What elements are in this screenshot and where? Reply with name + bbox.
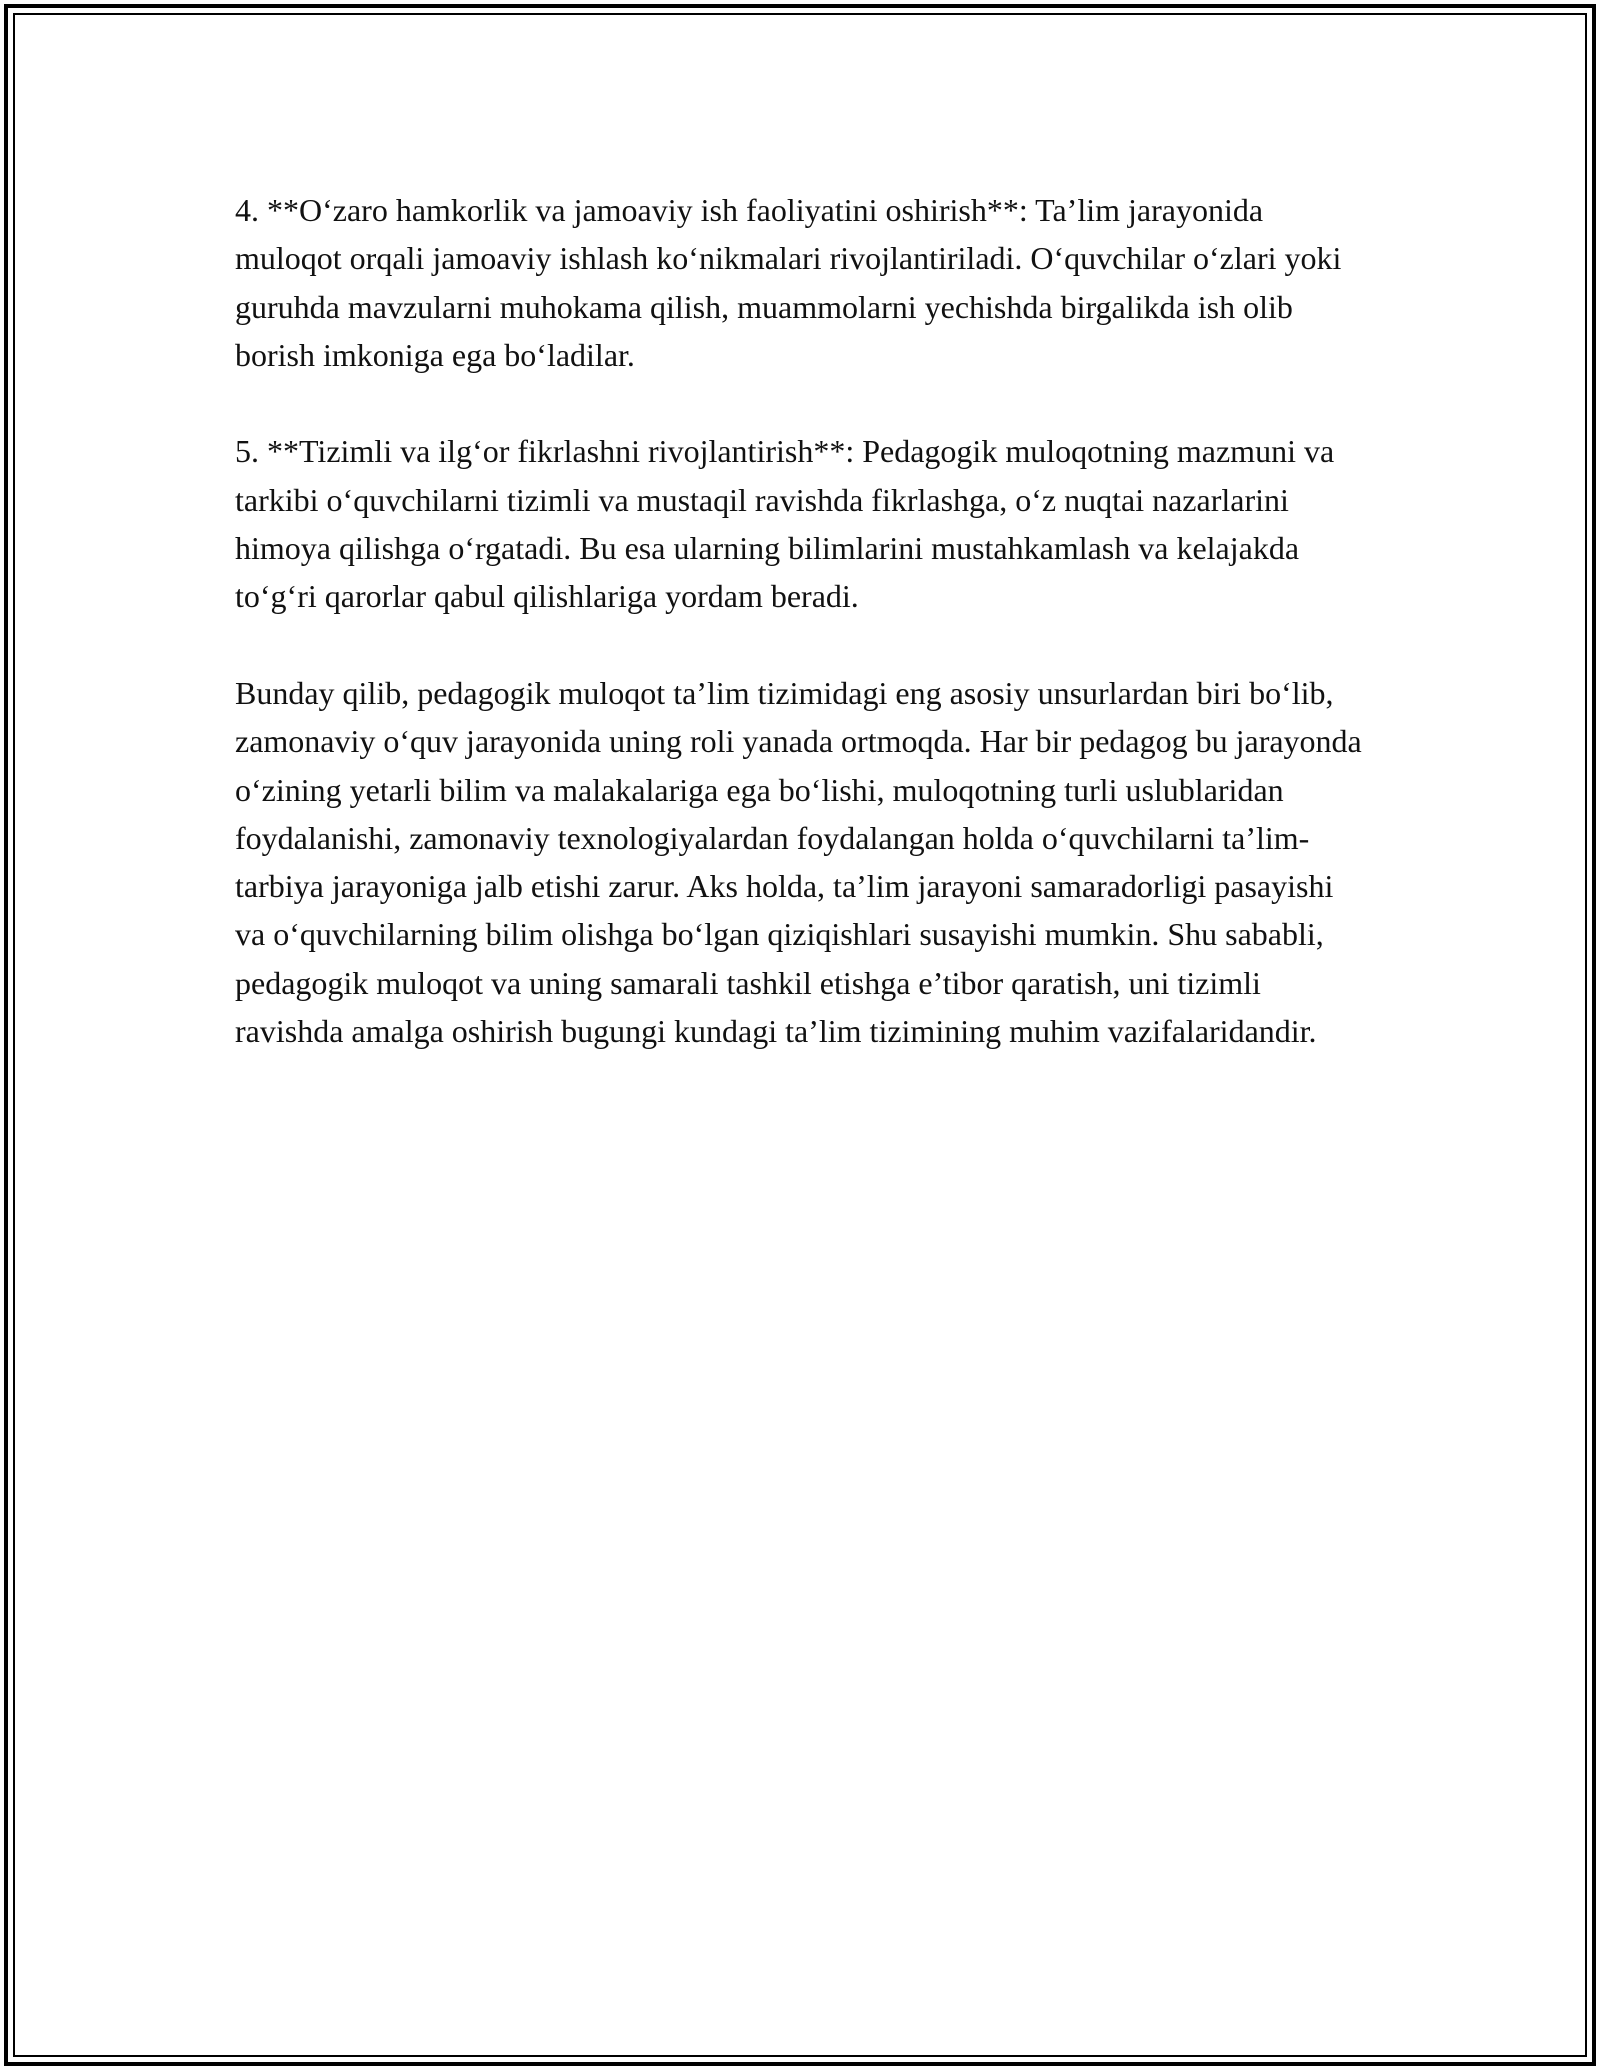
document-body xyxy=(235,186,1370,1104)
paragraph-point-5: 5. **Tizimli va ilg‘or fikrlashni rivojlantirish**: Pedagogik muloqotning mazmuni va tarkibi o‘quvchilarni tizimli va mustaqil ravishda fikrlashga, o‘z nuqtai nazarlarini himoya qilishga o‘rgatadi. Bu esa ularning bilimlarini mustahkamlash va kelajakda to‘g‘ri qarorlar qabul qilishlariga yordam beradi. xyxy=(235,433,1335,615)
paragraph-conclusion: Bunday qilib, pedagogik muloqot ta’lim tizimidagi eng asosiy unsurlardan biri bo‘lib, zamonaviy o‘quv jarayonida uning roli yanada ortmoqda. Har bir pedagog bu jarayonda o‘zining yetarli bilim va malakalariga ega bo‘lishi, muloqotning turli uslublaridan foydalanishi, zamonaviy texnologiyalardan foydalangan holda o‘quvchilarni ta’lim-tarbiya jarayoniga jalb etishi zarur. Aks holda, ta’lim jarayoni samaradorligi pasayishi va o‘quvchilarning bilim olishga bo‘lgan qiziqishlari susayishi mumkin. Shu sababli, pedagogik muloqot va uning samarali tashkil etishga e’tibor qaratish, uni tizimli ravishda amalga oshirish bugungi kundagi ta’lim tizimining muhim vazifalaridandir. xyxy=(235,674,1362,1050)
paragraph-point-4: 4. **O‘zaro hamkorlik va jamoaviy ish faoliyatini oshirish**: Ta’lim jarayonida muloqot orqali jamoaviy ishlash ko‘nikmalari rivojlantiriladi. O‘quvchilar o‘zlari yoki guruhda mavzularni muhokama qilish, muammolarni yechishda birgalikda ish olib borish imkoniga ega bo‘ladilar. xyxy=(235,192,1342,373)
